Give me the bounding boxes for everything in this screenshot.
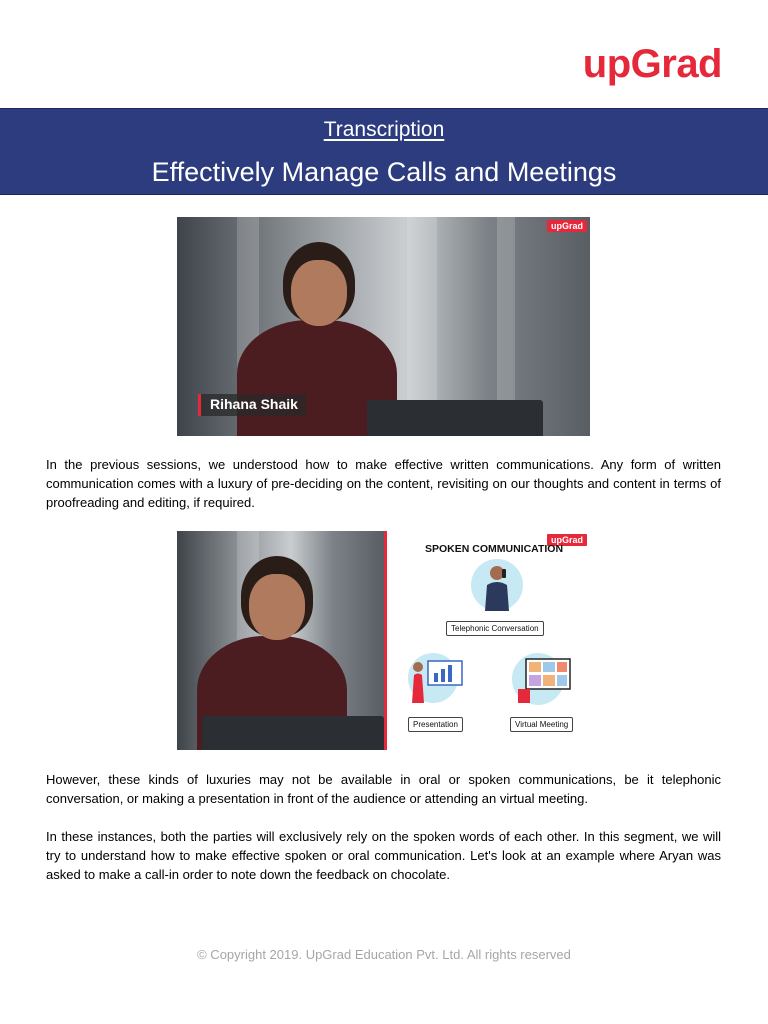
virtual-meeting-icon xyxy=(512,653,564,705)
label-virtual-meeting: Virtual Meeting xyxy=(510,717,573,732)
upgrad-logo: upGrad xyxy=(582,42,722,86)
video-thumbnail-speaker[interactable] xyxy=(177,217,590,436)
title-banner xyxy=(0,108,768,195)
page-title: Effectively Manage Calls and Meetings xyxy=(151,157,617,187)
speaker-pane xyxy=(177,531,384,750)
paragraph-2: However, these kinds of luxuries may not be available in oral or spoken communications, be it telephonic conversation, or making a presentation in front of the audience or attending an virtual meeting. xyxy=(46,772,721,806)
speaker-name-tag: Rihana Shaik xyxy=(198,394,306,416)
laptop xyxy=(202,716,384,750)
label-presentation: Presentation xyxy=(408,717,463,732)
copyright-footer: © Copyright 2019. UpGrad Education Pvt. Ltd. All rights reserved xyxy=(197,947,571,962)
slide-title: SPOKEN COMMUNICATION xyxy=(425,543,564,555)
paragraph-3: In these instances, both the parties will exclusively rely on the spoken words of each other. In this segment, we will try to understand how to make effective spoken or oral communication. Let's look at an example where Aryan was asked to make a call-in order to note down the feedback on chocolate. xyxy=(46,829,721,882)
video-thumbnail-spoken-communication[interactable] xyxy=(177,531,590,750)
laptop xyxy=(367,400,543,436)
telephone-icon xyxy=(471,559,523,611)
paragraph-1: In the previous sessions, we understood how to make effective written communications. Any form of written communication comes with a luxury of pre-deciding on the content, revisiting on our thoughts and content in terms of proofreading and editing, if required. xyxy=(46,457,721,510)
banner-subtitle: Transcription xyxy=(323,118,445,141)
label-telephonic-conversation: Telephonic Conversation xyxy=(446,621,544,636)
upgrad-badge: upGrad xyxy=(547,220,587,232)
presentation-icon xyxy=(408,653,458,703)
slide-pane xyxy=(387,531,590,750)
upgrad-badge: upGrad xyxy=(547,534,587,546)
